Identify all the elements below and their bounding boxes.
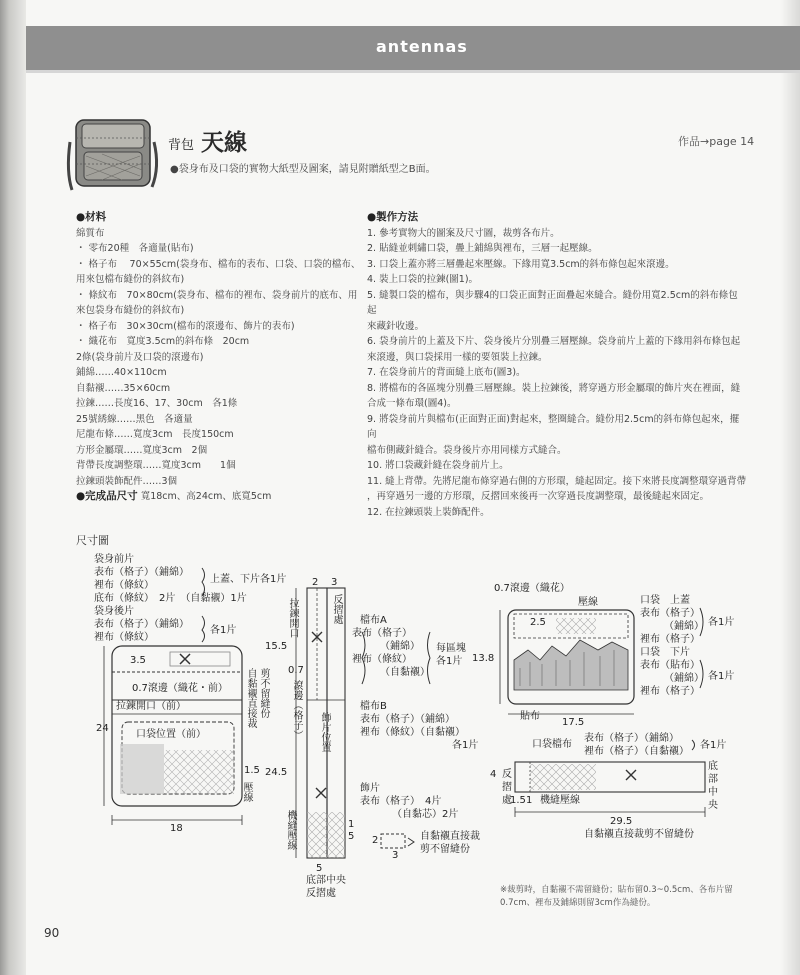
- dim-24-5: 24.5: [265, 767, 288, 778]
- gusset-b-line-2: 裡布（條紋）（自黏襯）: [360, 727, 465, 738]
- charm-note: 自黏襯直接裁 剪不留縫份: [420, 831, 480, 855]
- page-number: 90: [44, 926, 60, 940]
- material-line: ・ 零布20種 各適量(貼布): [76, 243, 194, 254]
- dim-2: 2: [312, 577, 319, 588]
- charm-line-1: 表布（格子） 4片: [360, 796, 442, 807]
- pocket-lower-line-1: 表布（貼布）: [640, 660, 700, 671]
- material-line: ・ 格子布 30×30cm(檔布的滾邊布、飾片的表布): [76, 320, 295, 332]
- back-brace-label: 各1片: [210, 625, 237, 636]
- charm-position-label: 飾片位置: [319, 712, 330, 752]
- gusset-a-line-4: （自黏襯）: [380, 667, 430, 678]
- title-name: 天線: [201, 130, 247, 156]
- pocket-binding-label: 0.7滾邊（織花）: [494, 583, 570, 594]
- material-line: 拉鍊……長度16、17、30cm 各1條: [76, 398, 238, 409]
- pocket-outline: [508, 610, 634, 704]
- gusset-a-line-2: （鋪綿）: [380, 641, 420, 652]
- pocket-gusset-bottom: 底 部 中 央: [708, 761, 718, 811]
- gusset-a-title: 檔布A: [360, 615, 387, 626]
- gusset-a-line-3: 裡布（條紋）: [352, 654, 412, 665]
- pocket-gusset-title: 口袋檔布: [532, 739, 572, 750]
- dim-17-5: 17.5: [562, 717, 585, 728]
- charm-title: 飾片: [360, 783, 380, 794]
- front-line-1: 表布（格子）（鋪綿）: [94, 567, 189, 578]
- front-brace-label: 上蓋、下片各1片: [210, 574, 287, 585]
- pocket-position: 口袋位置（前）: [136, 729, 206, 740]
- applique-label: 貼布: [520, 711, 540, 722]
- material-line: 綿質布: [76, 227, 105, 239]
- step-line: 檔布側藏針縫合。袋身後片亦用同樣方式縫合。: [367, 444, 567, 456]
- front-bag-outline: [112, 646, 242, 806]
- fold-place-label: 反摺處: [331, 594, 342, 624]
- step-line: 9. 將袋身前片與檔布(正面對正面)對起來，整圈縫合。縫份用2.5cm的斜布條包起來，擺向: [367, 413, 740, 440]
- pocket-gusset-machine: 機縫壓線: [540, 795, 580, 806]
- front-line-3: 底布（條紋） 2片 （自黏襯）1片: [94, 593, 247, 604]
- gusset-b-line-1: 表布（格子）（鋪綿）: [360, 714, 455, 725]
- back-title: 袋身後片: [94, 606, 134, 617]
- materials-heading: ●材料: [76, 211, 107, 223]
- finished-size-value: 寬18cm、高24cm、底寬5cm: [140, 491, 272, 502]
- material-line: 2條(袋身前片及口袋的滾邊布): [76, 351, 204, 363]
- material-line: ・ 格子布 70×55cm(袋身布、檔布的表布、口袋、口袋的檔布、: [76, 258, 361, 270]
- binding-label: 0.7滾邊（織花・前）: [132, 683, 228, 694]
- pocket-lower-line-2: （鋪綿）: [664, 673, 704, 684]
- gusset-b-title: 檔布B: [360, 701, 387, 712]
- step-line: 10. 將口袋藏針縫在袋身前片上。: [367, 460, 509, 471]
- step-line: 1. 參考實物大的圖案及尺寸圖，裁剪各布片。: [367, 227, 560, 239]
- machine-quilt-label: 機縫壓線: [285, 810, 296, 850]
- page-reference: 作品→page 14: [678, 135, 755, 148]
- pocket-lower-brace: 各1片: [708, 671, 735, 682]
- pocket-flap-line-2: （鋪綿）: [664, 621, 704, 632]
- pocket-quilt-label: 壓線: [578, 597, 598, 608]
- step-line: 來藏針收邊。: [367, 320, 425, 332]
- bind-check-label: 滾邊（格子）: [291, 680, 302, 740]
- front-title: 袋身前片: [94, 554, 134, 565]
- step-line: 合成一條布環(圖4)。: [367, 398, 457, 409]
- pocket-flap-brace: 各1片: [708, 617, 735, 628]
- bottom-center-label: 底部中央 反摺處: [306, 875, 346, 899]
- zip-opening-label: 拉鍊開口: [287, 598, 298, 638]
- pocket-lower-line-3: 裡布（格子）: [640, 686, 700, 697]
- dim-0-7: 0.7: [288, 665, 304, 676]
- header-label: antennas: [376, 37, 468, 56]
- charm-dim-2: 2: [372, 835, 379, 846]
- step-line: 7. 在袋身前片的背面縫上底布(圖3)。: [367, 367, 526, 378]
- back-line-2: 裡布（條紋）: [94, 632, 154, 643]
- dim-29-5: 29.5: [610, 816, 633, 827]
- material-line: 方形金屬環……寬度3cm 2個: [76, 444, 208, 456]
- step-line: 5. 縫製口袋的檔布，與步驟4的口袋正面對正面疊起來縫合。縫份用寬2.5cm的斜布條包起: [367, 289, 738, 316]
- quilt-label: 壓線: [241, 782, 252, 802]
- material-line: 尼龍布條……寬度3cm 長度150cm: [76, 429, 234, 440]
- pocket-gusset-line-2: 裡布（格子）（自黏襯）: [584, 746, 689, 757]
- step-line: 12. 在拉鍊頭裝上裝飾配件。: [367, 506, 490, 518]
- pocket-flap-line-1: 表布（格子）: [640, 608, 700, 619]
- gusset-b-count: 各1片: [452, 740, 479, 751]
- pocket-lower-title: 口袋 下片: [640, 647, 690, 658]
- pocket-gusset-line-1: 表布（格子）（鋪綿）: [584, 733, 679, 744]
- dim-18: 18: [170, 823, 183, 834]
- dim-4: 4: [490, 769, 497, 780]
- dim-3: 3: [331, 577, 338, 588]
- material-line: 自黏襯……35×60cm: [76, 382, 171, 394]
- dim-1b: 1: [526, 795, 533, 806]
- dim-13-8: 13.8: [472, 653, 495, 664]
- finished-size-heading: ●完成品尺寸: [76, 490, 138, 502]
- charm-line-2: （自黏芯）2片: [392, 809, 459, 820]
- dim-5: 5: [316, 863, 323, 874]
- dim-5-side: 5: [348, 831, 355, 842]
- pocket-flap-title: 口袋 上蓋: [640, 595, 690, 606]
- pocket-flap-line-3: 裡布（格子）: [640, 634, 700, 645]
- dim-3-5: 3.5: [130, 655, 146, 666]
- material-line: 用來包檔布縫份的斜紋布): [76, 274, 185, 285]
- footnote: ※裁剪時，自黏襯不需留縫份；貼布留0.3~0.5cm、各布片留0.7cm、裡布及鋪綿則留3cm作為縫份。: [500, 885, 733, 908]
- pattern-note: ●袋身布及口袋的實物大紙型及圖案，請見附贈紙型之B面。: [170, 164, 436, 175]
- step-line: 11. 縫上背帶。先將尼龍布條穿過右側的方形環，縫起固定。接下來將長度調整環穿過背帶: [367, 475, 747, 487]
- material-line: ・ 織花布 寬度3.5cm的斜布條 20cm: [76, 336, 250, 347]
- gusset-a-brace: 每區塊 各1片: [436, 643, 466, 667]
- material-line: 拉鍊頭裝飾配件……3個: [76, 475, 178, 487]
- dim-15-5: 15.5: [265, 641, 288, 652]
- material-line: ・ 條紋布 70×80cm(袋身布、檔布的裡布、袋身前片的底布、用: [76, 289, 358, 301]
- fuse-note: 剪不留縫份 自黏襯直接裁: [245, 668, 269, 728]
- material-line: 背帶長度調整環……寬度3cm 1個: [76, 460, 236, 471]
- step-line: ，再穿過另一邊的方形環，反摺回來後再一次穿過長度調整環，最後縫起來固定。: [367, 491, 710, 502]
- dim-24: 24: [96, 723, 109, 734]
- dim-2-5: 2.5: [530, 617, 546, 628]
- steps-heading: ●製作方法: [367, 211, 419, 223]
- dim-1-5b: 1.5: [510, 795, 526, 806]
- material-line: 來包袋身布縫份的斜紋布): [76, 305, 185, 316]
- zip-opening-front: 拉鍊開口（前）: [116, 701, 186, 712]
- pocket-gusset-strip: [515, 762, 705, 792]
- step-line: 4. 裝上口袋的拉鍊(圖1)。: [367, 274, 479, 285]
- dim-1: 1: [348, 819, 355, 830]
- step-line: 2. 貼縫並刺繡口袋，疊上鋪綿與裡布，三層一起壓線。: [367, 243, 598, 254]
- pocket-gusset-fold: 反 摺 處: [502, 769, 512, 806]
- front-line-2: 裡布（條紋）: [94, 580, 154, 591]
- material-line: 25號綉線……黑色 各適量: [76, 413, 193, 425]
- charm-dim-3: 3: [392, 850, 399, 861]
- step-line: 6. 袋身前片的上蓋及下片、袋身後片分別疊三層壓線。袋身前片上蓋的下緣用斜布條包起: [367, 336, 741, 347]
- pocket-gusset-brace: 各1片: [700, 740, 727, 751]
- material-line: 鋪綿……40×110cm: [76, 367, 167, 378]
- diagram-title: 尺寸圖: [76, 534, 109, 547]
- dim-1-5: 1.5: [244, 765, 260, 776]
- step-line: 來滾邊，與口袋採用一樣的要領裝上拉鍊。: [367, 351, 548, 363]
- title-category: 背包: [168, 138, 195, 153]
- gusset-a-line-1: 表布（格子）: [352, 628, 412, 639]
- step-line: 3. 口袋上蓋亦將三層疊起來壓線。下緣用寬3.5cm的斜布條包起來滾邊。: [367, 258, 675, 270]
- pocket-gusset-fuse: 自黏襯直接裁剪不留縫份: [584, 829, 694, 840]
- back-line-1: 表布（格子）（鋪綿）: [94, 619, 189, 630]
- step-line: 8. 將檔布的各區塊分別疊三層壓線。裝上拉鍊後，將穿過方形金屬環的飾片夾在裡面，縫: [367, 382, 741, 394]
